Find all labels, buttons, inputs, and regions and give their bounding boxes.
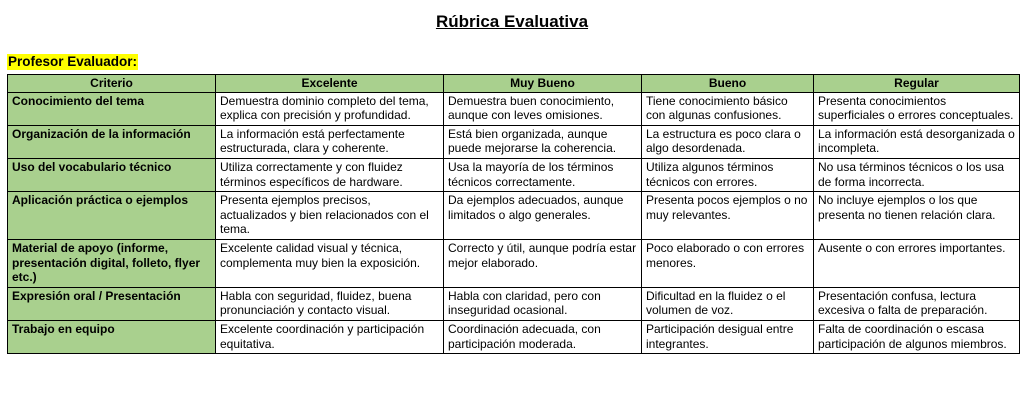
table-row [8,320,1020,353]
excelente-cell: La información está perfectamente estructurada, clara y coherente. [216,125,444,158]
regular-cell: La información está desorganizada o incompleta. [814,125,1020,158]
criterion-cell: Conocimiento del tema [8,92,216,125]
header-regular: Regular [814,75,1020,93]
criterion-cell: Trabajo en equipo [8,320,216,353]
bueno-cell: Tiene conocimiento básico con algunas confusiones. [642,92,814,125]
header-muy-bueno: Muy Bueno [444,75,642,93]
muy-bueno-cell: Correcto y útil, aunque podría estar mejor elaborado. [444,239,642,287]
header-criterio: Criterio [8,75,216,93]
muy-bueno-cell: Está bien organizada, aunque puede mejorarse la coherencia. [444,125,642,158]
regular-cell: No incluye ejemplos o los que presenta no tienen relación clara. [814,192,1020,240]
criterion-cell: Uso del vocabulario técnico [8,158,216,191]
excelente-cell: Habla con seguridad, fluidez, buena pronunciación y contacto visual. [216,287,444,320]
muy-bueno-cell: Demuestra buen conocimiento, aunque con leves omisiones. [444,92,642,125]
criterion-cell: Material de apoyo (informe, presentación digital, folleto, flyer etc.) [8,239,216,287]
header-bueno: Bueno [642,75,814,93]
regular-cell: Ausente o con errores importantes. [814,239,1020,287]
regular-cell: No usa términos técnicos o los usa de forma incorrecta. [814,158,1020,191]
table-row [8,287,1020,320]
document-title: Rúbrica Evaluativa [435,12,589,31]
muy-bueno-cell: Usa la mayoría de los términos técnicos correctamente. [444,158,642,191]
header-excelente: Excelente [216,75,444,93]
table-row [8,192,1020,240]
table-row [8,239,1020,287]
table-row [8,158,1020,191]
bueno-cell: La estructura es poco clara o algo desordenada. [642,125,814,158]
criterion-cell: Aplicación práctica o ejemplos [8,192,216,240]
regular-cell: Presentación confusa, lectura excesiva o falta de preparación. [814,287,1020,320]
evaluator-label: Profesor Evaluador: [8,54,138,69]
table-row [8,92,1020,125]
excelente-cell: Excelente calidad visual y técnica, complementa muy bien la exposición. [216,239,444,287]
excelente-cell: Demuestra dominio completo del tema, explica con precisión y profundidad. [216,92,444,125]
bueno-cell: Participación desigual entre integrantes. [642,320,814,353]
criterion-cell: Organización de la información [8,125,216,158]
bueno-cell: Dificultad en la fluidez o el volumen de voz. [642,287,814,320]
excelente-cell: Presenta ejemplos precisos, actualizados y bien relacionados con el tema. [216,192,444,240]
muy-bueno-cell: Habla con claridad, pero con inseguridad ocasional. [444,287,642,320]
regular-cell: Falta de coordinación o escasa participación de algunos miembros. [814,320,1020,353]
bueno-cell: Utiliza algunos términos técnicos con errores. [642,158,814,191]
regular-cell: Presenta conocimientos superficiales o errores conceptuales. [814,92,1020,125]
criterion-cell: Expresión oral / Presentación [8,287,216,320]
bueno-cell: Poco elaborado o con errores menores. [642,239,814,287]
muy-bueno-cell: Coordinación adecuada, con participación moderada. [444,320,642,353]
table-row [8,125,1020,158]
muy-bueno-cell: Da ejemplos adecuados, aunque limitados o algo generales. [444,192,642,240]
excelente-cell: Utiliza correctamente y con fluidez términos específicos de hardware. [216,158,444,191]
excelente-cell: Excelente coordinación y participación equitativa. [216,320,444,353]
header-row [8,75,1020,93]
rubric-table [7,74,1020,354]
bueno-cell: Presenta pocos ejemplos o no muy relevantes. [642,192,814,240]
